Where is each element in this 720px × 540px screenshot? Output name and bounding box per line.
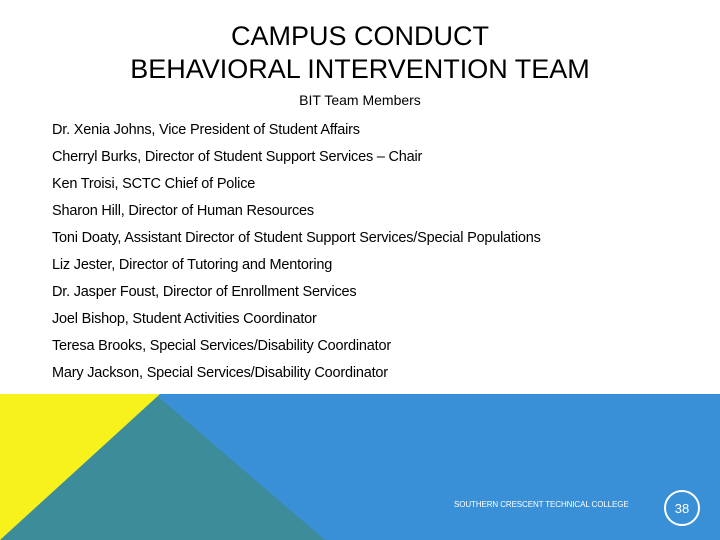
member-item: Mary Jackson, Special Services/Disability Coordinator: [52, 365, 388, 381]
member-item: Toni Doaty, Assistant Director of Student Support Services/Special Populations: [52, 230, 541, 246]
member-item: Ken Troisi, SCTC Chief of Police: [52, 176, 256, 192]
slide-title: [0, 20, 720, 86]
member-item: Liz Jester, Director of Tutoring and Mentoring: [52, 257, 333, 273]
title-line-1: CAMPUS CONDUCT: [230, 21, 489, 51]
decorative-footer-band: [0, 394, 720, 540]
member-list: [52, 121, 541, 391]
subtitle: BIT Team Members: [299, 92, 421, 108]
college-name: SOUTHERN CRESCENT TECHNICAL COLLEGE: [454, 500, 629, 509]
member-item: Dr. Jasper Foust, Director of Enrollment Services: [52, 284, 357, 300]
member-item: Teresa Brooks, Special Services/Disability Coordinator: [52, 338, 391, 354]
title-line-2: BEHAVIORAL INTERVENTION TEAM: [130, 54, 590, 84]
member-item: Joel Bishop, Student Activities Coordinator: [52, 311, 317, 327]
member-item: Dr. Xenia Johns, Vice President of Student Affairs: [52, 122, 360, 138]
member-item: Sharon Hill, Director of Human Resources: [52, 203, 314, 219]
page-number: 38: [664, 490, 700, 526]
member-item: Cherryl Burks, Director of Student Support Services – Chair: [52, 149, 423, 165]
